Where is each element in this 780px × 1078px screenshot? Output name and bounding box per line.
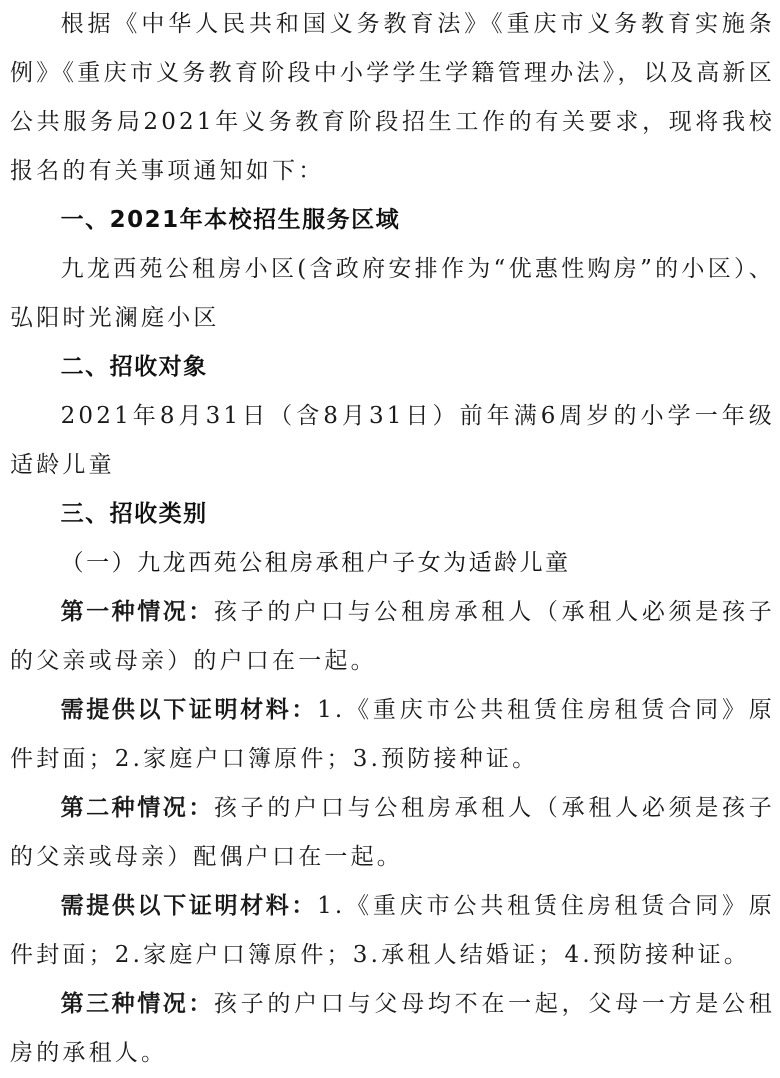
section-1-body: 九龙西苑公租房小区(含政府安排作为“优惠性购房”的小区）、弘阳时光澜庭小区 [10, 256, 775, 331]
materials-1-text: 1.《重庆市公共租赁住房租赁合同》原件封面；2.家庭户口簿原件；3.预防接种证。 [10, 697, 775, 772]
case-1-text: 孩子的户口与公租房承租人（承租人必须是孩子的父亲或母亲）的户口在一起。 [10, 599, 776, 674]
case-2-lead: 第二种情况： [60, 795, 214, 821]
materials-2-text: 1.《重庆市公共租赁住房租赁合同》原件封面；2.家庭户口簿原件；3.承租人结婚证；4.预防接种证。 [10, 893, 775, 968]
section-3-subheading: （一）九龙西苑公租房承租户子女为适龄儿童 [60, 550, 571, 576]
case-3-lead: 第三种情况： [60, 991, 214, 1017]
case-3-paragraph [10, 980, 775, 1078]
intro-paragraph: 根据《中华人民共和国义务教育法》《重庆市义务教育实施条例》《重庆市义务教育阶段中小学学生学籍管理办法》，以及高新区公共服务局2021年义务教育阶段招生工作的有关要求，现将我校报名的有关事项通知如下： [10, 11, 775, 184]
materials-1-lead: 需提供以下证明材料： [60, 697, 318, 723]
materials-2-paragraph [10, 882, 775, 980]
section-2-body: 2021年8月31日（含8月31日）前年满6周岁的小学一年级适龄儿童 [10, 403, 775, 478]
case-2-text: 孩子的户口与公租房承租人（承租人必须是孩子的父亲或母亲）配偶户口在一起。 [10, 795, 776, 870]
materials-2-lead: 需提供以下证明材料： [60, 893, 318, 919]
notice-document [10, 0, 775, 1078]
materials-1-paragraph [10, 686, 775, 784]
section-3-heading: 三、招收类别 [60, 501, 208, 527]
case-1-paragraph [10, 588, 775, 686]
section-1-heading: 一、2021年本校招生服务区域 [60, 207, 401, 233]
case-3-text: 孩子的户口与父母均不在一起，父母一方是公租房的承租人。 [10, 991, 776, 1066]
section-2-heading: 二、招收对象 [60, 354, 208, 380]
case-1-lead: 第一种情况： [60, 599, 214, 625]
case-2-paragraph [10, 784, 775, 882]
